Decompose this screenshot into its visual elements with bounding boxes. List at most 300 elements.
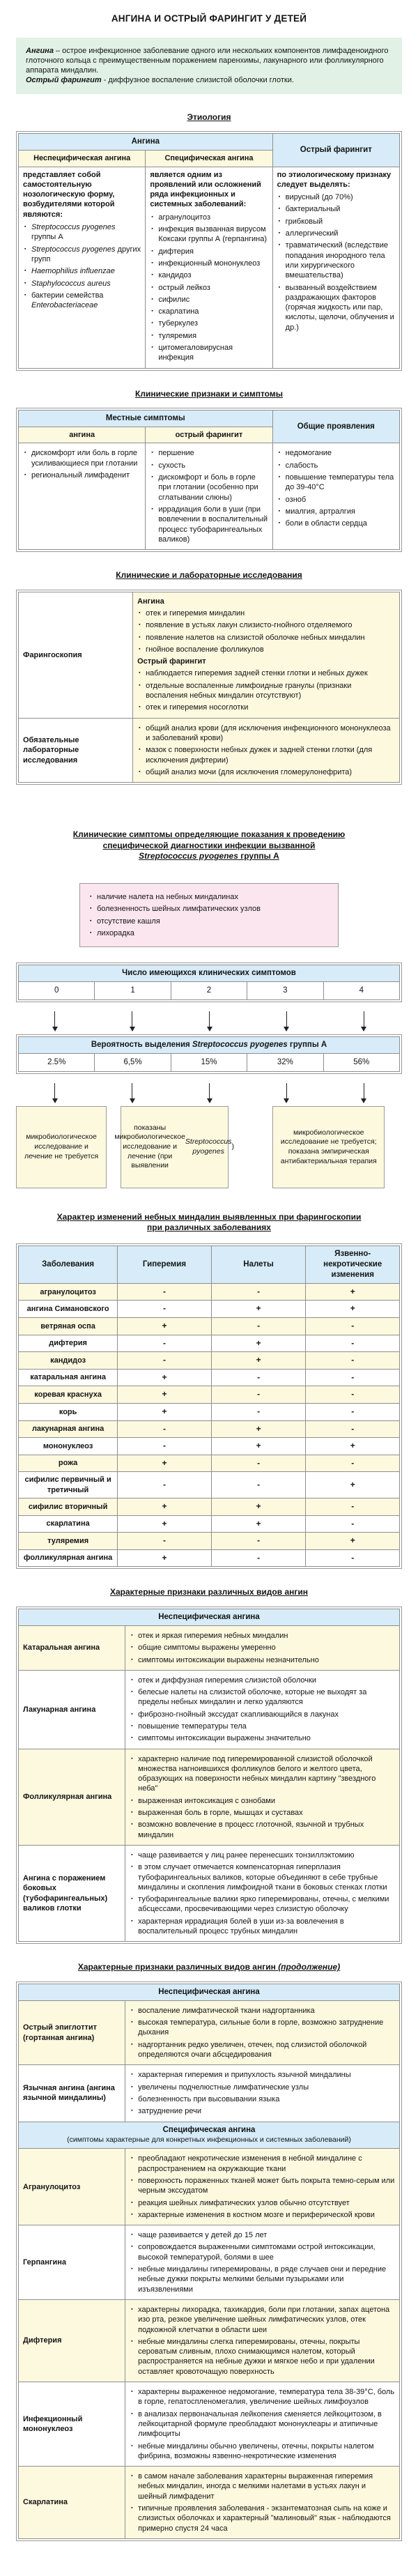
angina-type-label: Ангина с поражением боковых (тубофарингеальных) валиков глотки <box>19 1845 125 1941</box>
bullet-icon: ▪ <box>151 248 153 254</box>
bullet-icon: ▪ <box>278 231 281 236</box>
bullet-icon: ▪ <box>278 508 281 514</box>
sign-cell: + <box>211 1420 306 1438</box>
bullet-icon: ▪ <box>24 473 26 478</box>
sign-cell: + <box>306 1533 400 1550</box>
value-cell: 56% <box>323 1053 399 1071</box>
disease-name: фолликулярная ангина <box>19 1549 118 1567</box>
sign-cell: - <box>118 1352 212 1370</box>
bullet-item: ▪ отек и гиперемия миндалин <box>139 609 245 618</box>
bullet-item: ▪ затруднение речи <box>131 2107 201 2116</box>
sign-cell: - <box>211 1283 306 1301</box>
bullet-item: ▪ болезненность при высовывании языка <box>131 2094 280 2103</box>
section-heading-angina-types: Характерные признаки различных видов ангин <box>109 1587 308 1597</box>
table-row <box>19 1625 400 1670</box>
arrows-down-row1 <box>16 1009 402 1034</box>
bullet-item: ▪ туберкулез <box>151 319 199 328</box>
bullet-item: ▪ характерные изменения в костном мозге и периферической крови <box>131 2210 375 2219</box>
col-header-hyperemia: Гиперемия <box>118 1246 212 1284</box>
sign-cell: - <box>211 1386 306 1404</box>
etiology-cell-specific: является одним из проявлений или осложнений ряда инфекционных и системных заболеваний: ▪ агранулоцитоз ▪ инфекция вызванная вирусом Коксаки группы А (герпангина) ▪ дифтерия ▪ инфекционный мононуклеоз ▪ кандидоз ▪ острый лейкоз ▪ сифилис ▪ скарлатина ▪ туберкулез ▪ туляремия ▪ цитомегаловирусная инфекция <box>146 167 272 368</box>
bullet-icon: ▪ <box>90 918 92 923</box>
disease-name: катаральная ангина <box>19 1369 118 1386</box>
bullet-icon: ▪ <box>278 521 281 526</box>
signs-cell-general <box>272 443 399 550</box>
bullet-item: ▪ фиброзно-гнойный экссудат скапливающийся в лакунах <box>131 1710 339 1719</box>
bullet-icon: ▪ <box>131 2474 133 2479</box>
value-cell: 4 <box>323 982 399 1000</box>
angina-type-label: Острый эпиглоттит (гортанная ангина) <box>19 2000 125 2064</box>
bullet-icon: ▪ <box>131 2506 133 2511</box>
bullet-icon: ▪ <box>131 2443 133 2448</box>
lab-table <box>16 590 402 785</box>
bullet-item: ▪ характерная иррадиация болей в уши из-за вовлечения в воспалительный процесс трубных миндалин <box>131 1917 344 1936</box>
sign-cell: - <box>211 1455 306 1472</box>
bullet-item: ▪ острый лейкоз <box>151 283 210 292</box>
signs-header-local: Местные симптомы <box>19 411 273 427</box>
bullet-item: ▪ повышение температуры тела до 39-40°С <box>278 473 394 492</box>
table-row <box>19 1283 400 1301</box>
sign-cell: - <box>306 1352 400 1370</box>
bullet-item: ▪ характерно наличие под гиперемированной слизистой оболочкой множества нагноившихся фолликулов белого и желтого цвета, образующих на поверхности небных миндалин картину "звездного неба" <box>131 1754 376 1793</box>
sign-cell: - <box>306 1369 400 1386</box>
sign-cell: - <box>211 1472 306 1498</box>
value-cell: 6,5% <box>95 1053 171 1071</box>
clinical-signs-table <box>16 408 402 552</box>
section-heading-clinical-signs: Клинические признаки и симптомы <box>135 388 283 399</box>
disease-name: рожа <box>19 1455 118 1472</box>
table-row <box>19 1533 400 1550</box>
bullet-icon: ▪ <box>151 475 153 480</box>
angina-type-label: Катаральная ангина <box>19 1625 125 1670</box>
bullet-icon: ▪ <box>139 611 141 615</box>
section-heading-etiology: Этиология <box>187 112 231 122</box>
sign-cell: - <box>306 1420 400 1438</box>
sign-cell: + <box>118 1369 212 1386</box>
outcome-box-no-testing: микробиологическое исследование и лечение не требуется <box>16 1106 107 1188</box>
bullet-item: ▪ отдельные воспаленные лимфоидные гранулы (признаки воспаления небных миндалин отсутствуют) <box>139 681 352 700</box>
angina-type-label: Скарлатина <box>19 2467 125 2539</box>
group-header: Неспецифическая ангина <box>19 1984 400 2000</box>
bullet-icon: ▪ <box>90 930 92 935</box>
signs-cell-angina <box>19 443 146 550</box>
group-header-row <box>19 2122 400 2149</box>
bullet-item: ▪ Staphylococcus aureus <box>24 279 111 288</box>
bullet-item: ▪ грибковый <box>278 217 323 226</box>
term-angina: Ангина <box>26 46 54 55</box>
sign-cell: + <box>118 1549 212 1567</box>
angina-types-table-continued <box>16 1981 402 2541</box>
sign-cell: - <box>118 1472 212 1498</box>
row-label: Обязательные лабораторные исследования <box>19 718 133 782</box>
sign-cell: + <box>306 1438 400 1455</box>
bullet-item: ▪ сухость <box>151 461 186 470</box>
bullet-item: ▪ озноб <box>278 495 307 504</box>
specific-list <box>150 213 268 363</box>
bullet-item: ▪ выраженная интоксикация с ознобами <box>131 1796 276 1805</box>
bullet-item: ▪ скарлатина <box>151 307 199 316</box>
bullet-item: ▪ иррадиация боли в уши (при вовлечении в воспалительный процесс тубофарингеальных валиков) <box>151 505 268 544</box>
bullet-icon: ▪ <box>139 634 141 640</box>
group-header: Неспецифическая ангина <box>19 1609 400 1625</box>
bullet-item: ▪ сифилис <box>151 295 190 304</box>
bullet-item: ▪ цитомегаловирусная инфекция <box>151 344 233 362</box>
table-row <box>19 1749 400 1845</box>
bullet-icon: ▪ <box>131 1677 133 1682</box>
bullet-item: ▪ наблюдается гиперемия задней стенки глотки и небных дужек <box>139 669 368 678</box>
disease-name: ангина Симановского <box>19 1301 118 1318</box>
bullet-icon: ▪ <box>139 682 141 688</box>
bullet-item: ▪ характерны выраженное недомогание, температура тела 38-39°С, боль в горле, гепатоспленомегалия, увеличение шейных лимфоузлов <box>131 2388 395 2407</box>
continued-label: (продолжение) <box>278 1962 341 1972</box>
bullet-item: ▪ недомогание <box>278 449 332 458</box>
bullet-icon: ▪ <box>151 345 153 351</box>
sign-cell: + <box>211 1438 306 1455</box>
bullet-item: ▪ небные миндалины обычно увеличены, отечны, покрыты налетом фибрина, возможны язвенно-некротические изменения <box>131 2441 374 2460</box>
bullet-item: ▪ инфекционный мононуклеоз <box>151 259 261 268</box>
bullet-item: ▪ небные миндалины слегка гиперемированы, отечны, покрыты сероватым сливным, плохо снимающимся налетом, который распространяется на небные дужки и мягкое небо и при удалении оставляет кровоточащую поверхность <box>131 2337 375 2376</box>
sign-cell: - <box>118 1533 212 1550</box>
bullet-item: ▪ отсутствие кашля <box>90 917 160 926</box>
sign-cell: - <box>306 1515 400 1533</box>
bullet-icon: ▪ <box>151 284 153 290</box>
bullet-item: ▪ агранулоцитоз <box>151 213 211 222</box>
sign-cell: - <box>118 1301 212 1318</box>
signs-header-general: Общие проявления <box>272 411 399 443</box>
bullet-icon: ▪ <box>131 2200 133 2205</box>
bullet-item: ▪ боли в области сердца <box>278 519 367 528</box>
table-row <box>19 1352 400 1370</box>
bullet-icon: ▪ <box>131 1852 133 1857</box>
bullet-icon: ▪ <box>151 450 153 456</box>
value-cell: 3 <box>247 982 323 1000</box>
bullet-item: ▪ отек и яркая гиперемия небных миндалин <box>131 1631 288 1640</box>
bullet-icon: ▪ <box>151 227 153 232</box>
sign-cell: + <box>118 1404 212 1421</box>
disease-name: туляремия <box>19 1533 118 1550</box>
sign-cell: - <box>306 1386 400 1404</box>
angina-type-label: Язычная ангина (ангина язычной миндалины) <box>19 2065 125 2122</box>
etiology-cell-pharyngitis: по этиологическому признаку следует выделять: ▪ вирусный (до 70%) ▪ бактериальный ▪ грибковый ▪ аллергический ▪ травматический (вследствие попадания инородного тела или хирургического вмешательства) ▪ вызванный воздействием раздражающих факторов (горячая жидкость или пар, кислоты, щелочи, облучения и др.) <box>272 167 399 368</box>
bullet-item: ▪ преобладают некротические изменения в небной миндалине с распространением на окружающие ткани <box>131 2154 362 2173</box>
bullet-icon: ▪ <box>151 309 153 314</box>
definitions-box <box>16 38 402 94</box>
bullet-item: ▪ аллергический <box>278 229 339 238</box>
etiology-cell-nonspecific: представляет собой самостоятельную нозологическую форму, возбудителями которой являются: ▪ Streptococcus pyogenes группы А ▪ Streptococcus pyogenes других групп ▪ Haemophilius influenzae ▪ Staphylococcus aureus ▪ бактерии семейства Enterobacteriaceae <box>19 167 146 368</box>
bullet-icon: ▪ <box>131 1711 133 1717</box>
bullet-icon: ▪ <box>131 1657 133 1662</box>
table-row <box>19 1335 400 1352</box>
bullet-item: ▪ характерная гиперемия и припухлость язычной миндалины <box>131 2071 351 2080</box>
disease-name: мононуклеоз <box>19 1438 118 1455</box>
pharyngitis-list <box>277 192 395 332</box>
bullet-icon: ▪ <box>131 2267 133 2272</box>
bullet-item: ▪ инфекция вызванная вирусом Коксаки группы А (герпангина) <box>151 225 268 244</box>
bullet-icon: ▪ <box>278 284 281 290</box>
bullet-icon: ▪ <box>151 462 153 468</box>
table-row <box>19 1386 400 1404</box>
group-title: Ангина <box>137 597 164 606</box>
value-cell: 0 <box>19 982 95 1000</box>
down-arrow-icon <box>54 1011 55 1028</box>
table-row <box>19 1515 400 1533</box>
group-subheader: (симптомы характерные для конкретных инфекционных и системных заболеваний) <box>67 2136 351 2145</box>
bullet-item: ▪ надгортанник редко увеличен, отечен, под слизистой оболочкой определяются очаги абсцедирования <box>131 2040 367 2060</box>
bullet-icon: ▪ <box>131 2178 133 2183</box>
bullet-icon: ▪ <box>151 321 153 326</box>
arrows-down-row2 <box>16 1081 402 1106</box>
bullet-icon: ▪ <box>278 206 281 212</box>
bullet-item: ▪ бактериальный <box>278 205 341 214</box>
bullet-item: ▪ миалгия, артралгия <box>278 507 355 516</box>
bullet-icon: ▪ <box>131 2411 133 2416</box>
sign-cell: + <box>211 1335 306 1352</box>
bullet-icon: ▪ <box>131 2020 133 2025</box>
sign-cell: + <box>306 1283 400 1301</box>
bullet-item: ▪ белесые налеты на слизистой оболочке, которые не выходят за пределы небных миндалин и легко удаляются <box>131 1688 367 1707</box>
sign-cell: - <box>118 1283 212 1301</box>
disease-name: скарлатина <box>19 1515 118 1533</box>
disease-name: кандидоз <box>19 1352 118 1370</box>
bullet-icon: ▪ <box>24 246 26 252</box>
value-cell: 2.5% <box>19 1053 95 1071</box>
bullet-icon: ▪ <box>151 332 153 338</box>
value-cell: 1 <box>95 982 171 1000</box>
bullet-item: ▪ вызванный воздействием раздражающих факторов (горячая жидкость или пар, кислоты, щелочи, облучения и др.) <box>278 283 394 332</box>
bullet-icon: ▪ <box>131 2096 133 2101</box>
angina-type-label: Герпангина <box>19 2225 125 2300</box>
bullet-item: ▪ отек и диффузная гиперемия слизистой оболочки <box>131 1676 316 1685</box>
angina-type-label: Агранулоцитоз <box>19 2149 125 2225</box>
bullet-icon: ▪ <box>139 747 141 753</box>
bullet-icon: ▪ <box>139 725 141 730</box>
sign-cell: + <box>118 1498 212 1516</box>
bullet-icon: ▪ <box>131 1864 133 1870</box>
etiology-header-nonspecific: Неспецифическая ангина <box>19 151 146 167</box>
col-header-ulcer-necrotic: Язвенно-некротические изменения <box>306 1246 400 1284</box>
table-row <box>19 1404 400 1421</box>
bullet-icon: ▪ <box>24 224 26 230</box>
bullet-icon: ▪ <box>151 296 153 302</box>
probability-table <box>16 1034 402 1074</box>
etiology-header-pharyngitis: Острый фарингит <box>272 134 399 167</box>
bullet-icon: ▪ <box>139 670 141 676</box>
bullet-icon: ▪ <box>131 1735 133 1741</box>
sign-cell: + <box>306 1472 400 1498</box>
table-row <box>19 1455 400 1472</box>
bullet-icon: ▪ <box>131 2244 133 2250</box>
bullet-icon: ▪ <box>90 906 92 912</box>
bullet-item: ▪ чаще развивается у лиц ранее перенесших тонзиллэктомию <box>131 1850 355 1860</box>
table-row <box>19 1420 400 1438</box>
angina-type-label: Фолликулярная ангина <box>19 1749 125 1845</box>
etiology-header-angina: Ангина <box>19 134 273 151</box>
bullet-item: ▪ появление в устьях лакун слизисто-гнойного отделяемого <box>139 621 353 630</box>
section-heading-lab: Клинические и лабораторные исследования <box>116 570 302 581</box>
outcome-boxes <box>16 1106 402 1188</box>
sign-cell: - <box>306 1498 400 1516</box>
pharyngoscopy-signs-table <box>16 1243 402 1569</box>
bullet-icon: ▪ <box>90 894 92 899</box>
sign-cell: - <box>306 1455 400 1472</box>
table-row <box>19 2000 400 2064</box>
down-arrow-icon <box>209 1011 210 1028</box>
table-row <box>19 1301 400 1318</box>
nonspecific-list <box>23 222 141 310</box>
bullet-item: ▪ тубофарингеальные валики ярко гиперемированы, отечны, с мелкими абсцессами, просвечивающими через слизистую оболочку <box>131 1895 389 1914</box>
term-pharyngitis: Острый фарингит <box>26 76 102 85</box>
disease-name: сифилис вторичный <box>19 1498 118 1516</box>
sign-cell: - <box>306 1318 400 1335</box>
table-row <box>19 1318 400 1335</box>
sign-cell: - <box>306 1335 400 1352</box>
etiology-table <box>16 131 402 370</box>
bullet-icon: ▪ <box>131 1822 133 1827</box>
sign-cell: - <box>211 1318 306 1335</box>
bullet-item: ▪ мазок с поверхности небных дужек и задней стенки глотки (для исключения дифтерии) <box>139 746 373 765</box>
bullet-icon: ▪ <box>151 273 153 278</box>
definition-angina: Ангина – острое инфекционное заболевание одного или нескольких компонентов лимфаденоидного глоточного кольца с преимущественным поражением паренхимы, лакунарного или фолликулярного аппарата миндалин. <box>26 46 389 75</box>
bullet-item: ▪ Streptococcus pyogenes других групп <box>24 245 141 263</box>
bullet-icon: ▪ <box>131 2072 133 2078</box>
page-title: АНГИНА И ОСТРЫЙ ФАРИНГИТ У ДЕТЕЙ <box>111 13 307 24</box>
bullet-item: ▪ небные миндалины гиперемированы, в ряде случаев они и передние небные дужки покрыты мелкими белыми пузырьками или изъязвлениями <box>131 2265 387 2294</box>
bullet-item: ▪ симптомы интоксикации выражены значительно <box>131 1734 311 1743</box>
symptom-count-table <box>16 963 402 1002</box>
bullet-item: ▪ увеличены подчелюстные лимфатические узлы <box>131 2083 309 2092</box>
sign-cell: + <box>118 1318 212 1335</box>
bullet-icon: ▪ <box>24 280 26 286</box>
bullet-icon: ▪ <box>151 260 153 266</box>
bullet-icon: ▪ <box>24 450 26 456</box>
table-row <box>19 1498 400 1516</box>
bullet-icon: ▪ <box>131 1689 133 1695</box>
bullet-item: ▪ выраженная боль в горле, мышцах и суставах <box>131 1809 303 1818</box>
angina-type-label: Дифтерия <box>19 2299 125 2382</box>
angina-types-table <box>16 1607 402 1944</box>
sign-cell: + <box>306 1301 400 1318</box>
bullet-icon: ▪ <box>139 769 141 774</box>
bullet-icon: ▪ <box>278 462 281 468</box>
bullet-item: ▪ гнойное воспаление фолликулов <box>139 645 264 654</box>
bullet-item: ▪ возможно вовлечение в процесс глоточной, язычной и трубных миндалин <box>131 1820 364 1839</box>
bullet-item: ▪ высокая температура, сильные боли в горле, возможно затруднение дыхания <box>131 2018 384 2037</box>
bullet-icon: ▪ <box>278 194 281 200</box>
bullet-icon: ▪ <box>131 2084 133 2090</box>
bullet-item: ▪ дискомфорт или боль в горле усиливающиеся при глотании <box>24 449 138 468</box>
bullet-icon: ▪ <box>131 1810 133 1816</box>
bullet-item: ▪ характерны лихорадка, тахикардия, боли при глотании, запах ацетона изо рта, резкое увеличение шейных лимфатических узлов, отек подкожной клетчатки в области шеи <box>131 2305 390 2334</box>
bullet-item: ▪ дифтерия <box>151 247 194 256</box>
bullet-icon: ▪ <box>139 705 141 710</box>
bullet-item: ▪ Haemophilius influenzae <box>24 267 115 276</box>
sign-cell: + <box>211 1515 306 1533</box>
bullet-item: ▪ Streptococcus pyogenes группы А <box>24 223 116 242</box>
col-header-plaque: Налеты <box>211 1246 306 1284</box>
bullet-icon: ▪ <box>151 506 153 512</box>
bullet-icon: ▪ <box>131 1632 133 1638</box>
col-header-disease: Заболевания <box>19 1246 118 1284</box>
bullet-item: ▪ наличие налета на небных миндалинах <box>90 892 238 901</box>
bullet-icon: ▪ <box>131 2211 133 2217</box>
signs-cell-pharyngitis <box>146 443 272 550</box>
bullet-icon: ▪ <box>131 2007 133 2013</box>
table-row <box>19 2065 400 2122</box>
sign-cell: + <box>211 1301 306 1318</box>
bullet-icon: ▪ <box>278 496 281 502</box>
bullet-item: ▪ травматический (вследствие попадания инородного тела или хирургического вмешательства) <box>278 241 389 280</box>
table-row <box>19 1670 400 1749</box>
bullet-item: ▪ поверхность пораженных тканей может быть покрыта темно-серым или черным экссудатом <box>131 2177 395 2195</box>
disease-name: дифтерия <box>19 1335 118 1352</box>
group-header-row <box>19 1609 400 1625</box>
bullet-item: ▪ симптомы интоксикации выражены незначительно <box>131 1655 319 1664</box>
table-row <box>19 592 400 718</box>
row-label: Фарингоскопия <box>19 592 133 718</box>
sign-cell: - <box>211 1404 306 1421</box>
bullet-item: ▪ бактерии семейства Enterobacteriaceae <box>24 291 104 310</box>
bullet-icon: ▪ <box>131 2108 133 2114</box>
bullet-icon: ▪ <box>139 646 141 652</box>
sign-cell: - <box>211 1369 306 1386</box>
bullet-item: ▪ воспаление лимфатической ткани надгортанника <box>131 2006 315 2015</box>
etiology-header-specific: Специфическая ангина <box>146 151 272 167</box>
group-header-row <box>19 1984 400 2000</box>
table-row <box>19 1369 400 1386</box>
angina-type-label: Инфекционный мононуклеоз <box>19 2382 125 2467</box>
sign-cell: + <box>211 1352 306 1370</box>
group-header: Специфическая ангина (симптомы характерные для конкретных инфекционных и системных заболеваний) <box>19 2122 400 2149</box>
bullet-icon: ▪ <box>131 1918 133 1924</box>
bullet-icon: ▪ <box>131 1896 133 1902</box>
value-cell: 32% <box>247 1053 323 1071</box>
section-heading-pharyngoscopy: Характер изменений небных миндалин выявленных при фарингоскопии при различных заболеваниях <box>56 1211 362 1233</box>
sign-cell: - <box>211 1533 306 1550</box>
bullet-icon: ▪ <box>278 243 281 248</box>
sign-cell: - <box>118 1438 212 1455</box>
bullet-item: ▪ дискомфорт и боль в горле при глотании (особенно при сглатывании слюны) <box>151 473 258 502</box>
bullet-item: ▪ повышение температуры тела <box>131 1722 247 1731</box>
bullet-icon: ▪ <box>278 450 281 456</box>
value-cell: 2 <box>171 982 247 1000</box>
bullet-item: ▪ региональный лимфаденит <box>24 471 130 480</box>
outcome-box-testing-indicated: показаны микробиологическое исследование и лечение (при выявлении Streptococcus pyogenes ) <box>121 1106 229 1188</box>
disease-name: ветряная оспа <box>19 1318 118 1335</box>
bullet-item: ▪ общий анализ мочи (для исключения гломерулонефрита) <box>139 767 353 776</box>
table-row <box>19 1438 400 1455</box>
bullet-icon: ▪ <box>131 2338 133 2344</box>
table-row <box>19 2299 400 2382</box>
bullet-item: ▪ туляремия <box>151 331 197 340</box>
bullet-icon: ▪ <box>24 292 26 298</box>
bullet-icon: ▪ <box>278 475 281 480</box>
disease-name: сифилис первичный и третичный <box>19 1472 118 1498</box>
sign-cell: + <box>118 1515 212 1533</box>
definition-pharyngitis: Острый фарингит - диффузное воспаление слизистой оболочки глотки. <box>26 76 294 85</box>
bullet-icon: ▪ <box>139 622 141 628</box>
bullet-item: ▪ першение <box>151 449 194 458</box>
bullet-icon: ▪ <box>278 218 281 224</box>
bullet-icon: ▪ <box>131 1756 133 1761</box>
bullet-icon: ▪ <box>131 2306 133 2312</box>
bullet-icon: ▪ <box>131 2389 133 2395</box>
bullet-item: ▪ сопровождается выраженными симптомами острой интоксикации, высокой температурой, болями в шее <box>131 2243 376 2262</box>
table-row <box>19 2225 400 2300</box>
bullet-item: ▪ вирусный (до 70%) <box>278 193 353 202</box>
signs-header-pharyngitis: острый фарингит <box>146 427 272 443</box>
bullet-icon: ▪ <box>131 1723 133 1728</box>
bullet-item: ▪ типичные проявления заболевания - экзантематозная сыпь на коже и слизистых оболочках и характерный "малиновый" язык - наблюдаются примерно спустя 24 часа <box>131 2504 391 2533</box>
